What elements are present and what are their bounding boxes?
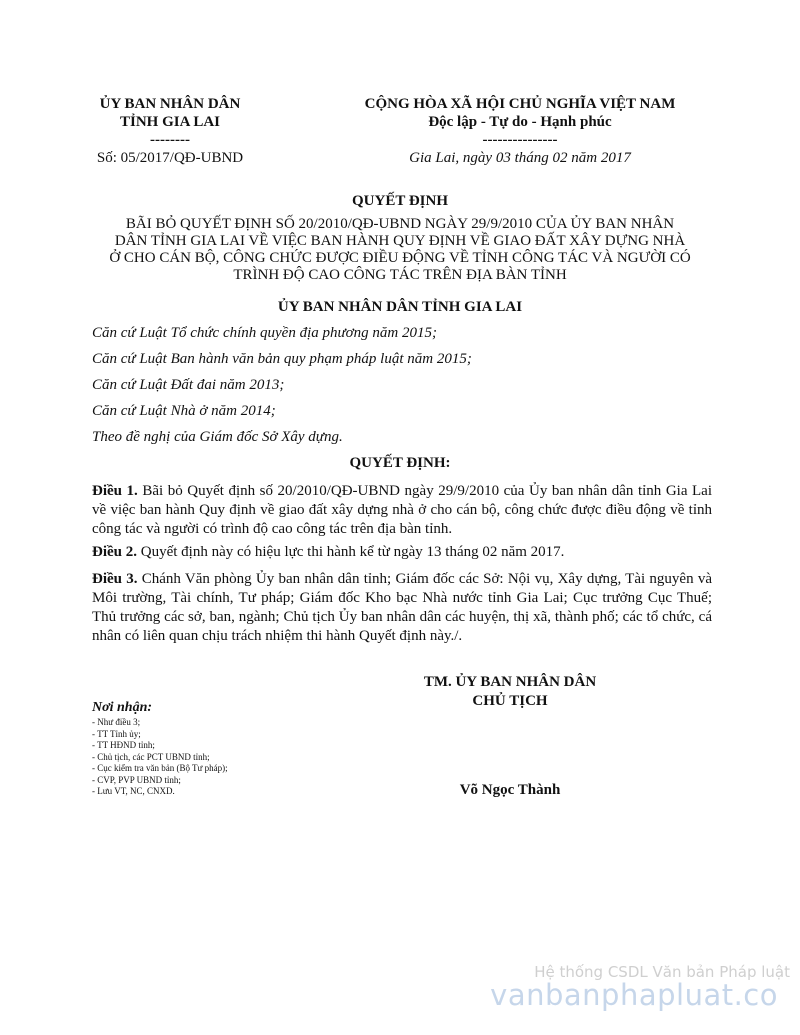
issuer-separator: --------	[150, 132, 190, 148]
subject-line-4: TRÌNH ĐỘ CAO CÔNG TÁC TRÊN ĐỊA BÀN TỈNH	[233, 267, 567, 283]
basis-2: Căn cứ Luật Ban hành văn bản quy phạm pháp luật năm 2015;	[92, 351, 472, 367]
basis-4: Căn cứ Luật Nhà ở năm 2014;	[92, 403, 276, 419]
national-block	[280, 95, 760, 167]
nation-title: CỘNG HÒA XÃ HỘI CHỦ NGHĨA VIỆT NAM	[364, 96, 676, 112]
decision-heading: QUYẾT ĐỊNH:	[349, 455, 451, 471]
recipient-item: - CVP, PVP UBND tỉnh;	[92, 774, 181, 785]
signature-position: CHỦ TỊCH	[472, 693, 548, 709]
watermark-caption: Hệ thống CSDL Văn bản Pháp luật	[534, 963, 790, 981]
recipient-item: - Chủ tịch, các PCT UBND tỉnh;	[92, 751, 210, 762]
article-2	[92, 543, 712, 562]
signature-block	[390, 673, 630, 711]
issuer-line2: TỈNH GIA LAI	[119, 114, 221, 130]
subject-line-1: BÃI BỎ QUYẾT ĐỊNH SỐ 20/2010/QĐ-UBND NGÀY 29/9/2010 CỦA ỦY BAN NHÂN	[125, 216, 675, 232]
motto-separator: ---------------	[482, 132, 558, 148]
signature-title: TM. ỦY BAN NHÂN DÂN	[423, 674, 597, 690]
basis-1: Căn cứ Luật Tổ chức chính quyền địa phương năm 2015;	[92, 325, 438, 341]
document-type: QUYẾT ĐỊNH	[352, 193, 448, 209]
article-2-text: Quyết định này có hiệu lực thi hành kể từ ngày 13 tháng 02 năm 2017.	[137, 544, 565, 560]
article-3-text: Chánh Văn phòng Ủy ban nhân dân tỉnh; Giám đốc các Sở: Nội vụ, Xây dựng, Tài nguyên và Môi trường, Tài chính, Tư pháp; Giám đốc Kho bạc Nhà nước tỉnh Gia Lai; Cục trưởng Cục Thuế; Thủ trưởng các sở, ban, ngành; Chủ tịch Ủy ban nhân dân các huyện, thị xã, thành phố; các tổ chức, cá nhân có liên quan chịu trách nhiệm thi hành Quyết định này./.	[92, 571, 712, 644]
article-1-text: Bãi bỏ Quyết định số 20/2010/QĐ-UBND ngày 29/9/2010 của Ủy ban nhân dân tỉnh Gia Lai về việc ban hành Quy định về giao đất xây dựng nhà ở cho cán bộ, công chức được điều động về tỉnh công tác và người có trình độ cao công tác trên địa bàn tỉnh.	[92, 483, 712, 537]
recipients-list	[92, 717, 352, 798]
article-3	[92, 570, 712, 646]
recipient-item: - Lưu VT, NC, CNXD.	[92, 786, 175, 796]
recipient-item: - TT HĐND tỉnh;	[92, 740, 155, 750]
basis-5: Theo đề nghị của Giám đốc Sở Xây dựng.	[92, 429, 343, 445]
document-number: Số: 05/2017/QĐ-UBND	[96, 150, 244, 166]
article-1-label: Điều 1.	[92, 483, 138, 499]
article-1	[92, 482, 712, 539]
nation-motto: Độc lập - Tự do - Hạnh phúc	[428, 114, 612, 130]
authority-heading: ỦY BAN NHÂN DÂN TỈNH GIA LAI	[277, 299, 523, 315]
basis-3: Căn cứ Luật Đất đai năm 2013;	[92, 377, 285, 393]
article-2-label: Điều 2.	[92, 544, 137, 560]
issuer-block	[70, 95, 270, 167]
recipient-item: - TT Tỉnh ủy;	[92, 728, 141, 739]
subject-line-2: DÂN TỈNH GIA LAI VỀ VIỆC BAN HÀNH QUY ĐỊNH VỀ GIAO ĐẤT XÂY DỰNG NHÀ	[114, 233, 686, 249]
date-place: Gia Lai, ngày 03 tháng 02 năm 2017	[409, 150, 631, 166]
issuer-line1: ỦY BAN NHÂN DÂN	[99, 96, 241, 112]
recipient-item: - Như điều 3;	[92, 717, 141, 727]
recipient-item: - Cục kiểm tra văn bản (Bộ Tư pháp);	[92, 763, 228, 773]
subject-block	[80, 216, 720, 284]
recipients-heading: Nơi nhận:	[92, 700, 153, 715]
subject-line-3: Ở CHO CÁN BỘ, CÔNG CHỨC ĐƯỢC ĐIỀU ĐỘNG VỀ TỈNH CÔNG TÁC VÀ NGƯỜI CÓ	[109, 250, 691, 266]
article-3-label: Điều 3.	[92, 571, 138, 587]
signer-name: Võ Ngọc Thành	[459, 782, 561, 798]
watermark-site: vanbanphapluat.co	[490, 978, 778, 1012]
